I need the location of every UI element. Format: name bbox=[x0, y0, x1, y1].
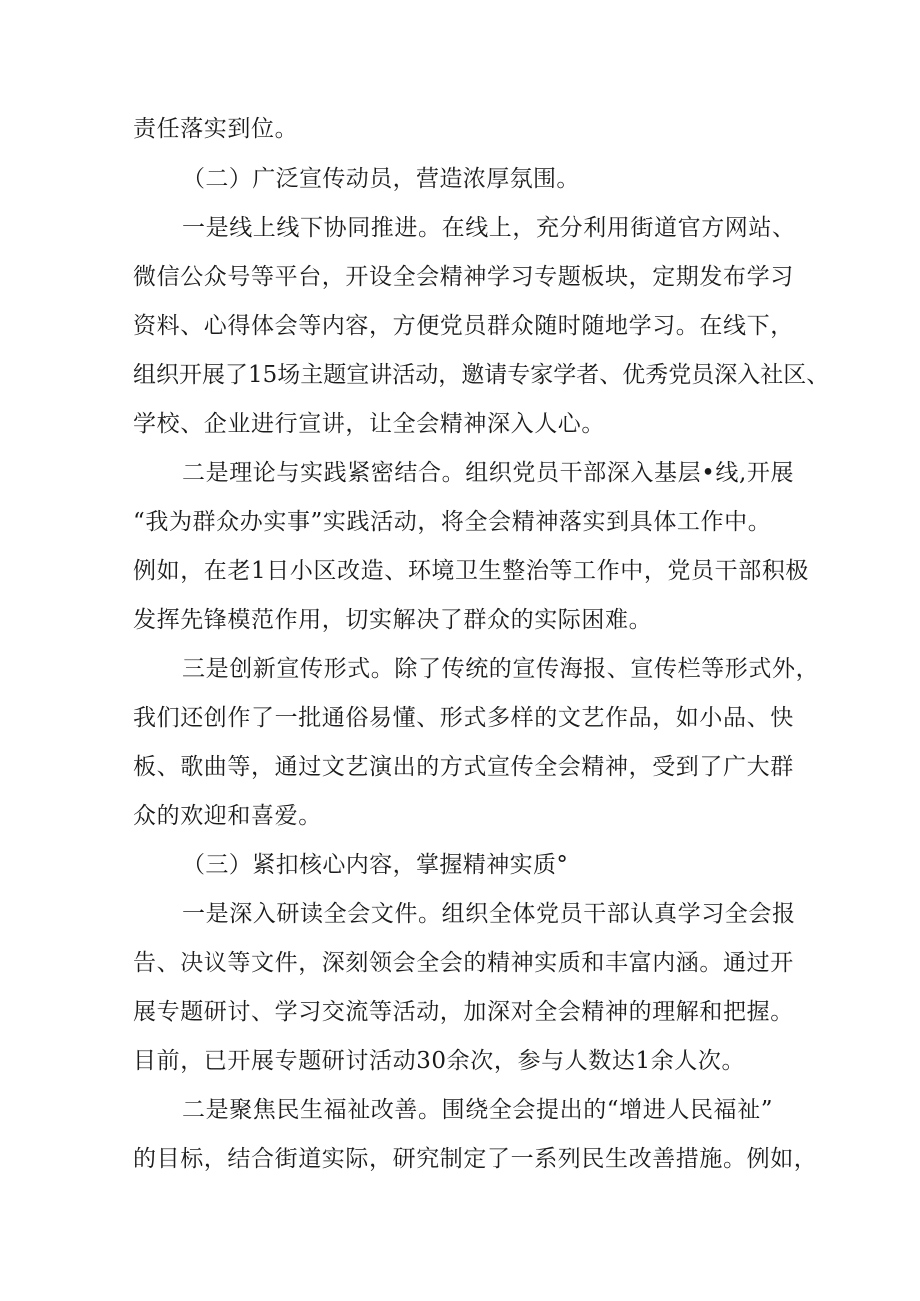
text-line: 我们还创作了一批通俗易懂、形式多样的文艺作品，如小品、快 bbox=[133, 705, 794, 731]
text-line: 例如，在老1日小区改造、环境卫生整治等工作中，党员干部积极 bbox=[133, 558, 810, 584]
text-line: 组织开展了15场主题宣讲活动，邀请专家学者、优秀党员深入社区、 bbox=[133, 362, 830, 388]
text-line: 学校、企业进行宣讲，让全会精神深入人心。 bbox=[133, 411, 605, 437]
text-line: 的目标，结合街道实际，研究制定了一系列民生改善措施。例如， bbox=[133, 1146, 818, 1172]
text-line: 告、决议等文件，深刻领会全会的精神实质和丰富内涵。通过开 bbox=[133, 950, 794, 976]
section-heading: （三）紧扣核心内容，掌握精神实质° bbox=[182, 852, 569, 878]
text-line: 资料、心得体会等内容，方便党员群众随时随地学习。在线下， bbox=[133, 313, 794, 339]
text-line: 微信公众号等平台，开设全会精神学习专题板块，定期发布学习 bbox=[133, 264, 794, 290]
text-line: 二是理论与实践紧密结合。组织党员干部深入基层•线,开展 bbox=[182, 460, 795, 486]
text-line: 板、歌曲等，通过文艺演出的方式宣传全会精神，受到了广大群 bbox=[133, 754, 794, 780]
text-line: 责任落实到位。 bbox=[133, 116, 299, 142]
text-line: 二是聚焦民生福祉改善。围绕全会提出的“增进人民福祉” bbox=[182, 1097, 774, 1123]
section-heading: （二）广泛宣传动员，营造浓厚氛围。 bbox=[182, 166, 580, 192]
text-line: 发挥先锋模范作用，切实解决了群众的实际困难。 bbox=[133, 607, 653, 633]
text-line: 一是线上线下协同推进。在线上，充分利用街道官方网站、 bbox=[182, 215, 796, 241]
text-line: 展专题研讨、学习交流等活动，加深对全会精神的理解和把握。 bbox=[133, 999, 794, 1025]
text-line: “我为群众办实事”实践活动，将全会精神落实到具体工作中。 bbox=[133, 509, 772, 535]
text-line: 众的欢迎和喜爱。 bbox=[133, 803, 322, 829]
text-line: 三是创新宣传形式。除了传统的宣传海报、宣传栏等形式外， bbox=[182, 656, 820, 682]
text-line: 一是深入研读全会文件。组织全体党员干部认真学习全会报 bbox=[182, 901, 796, 927]
text-line: 目前，已开展专题研讨活动30余次，参与人数达1余人次。 bbox=[133, 1048, 746, 1074]
